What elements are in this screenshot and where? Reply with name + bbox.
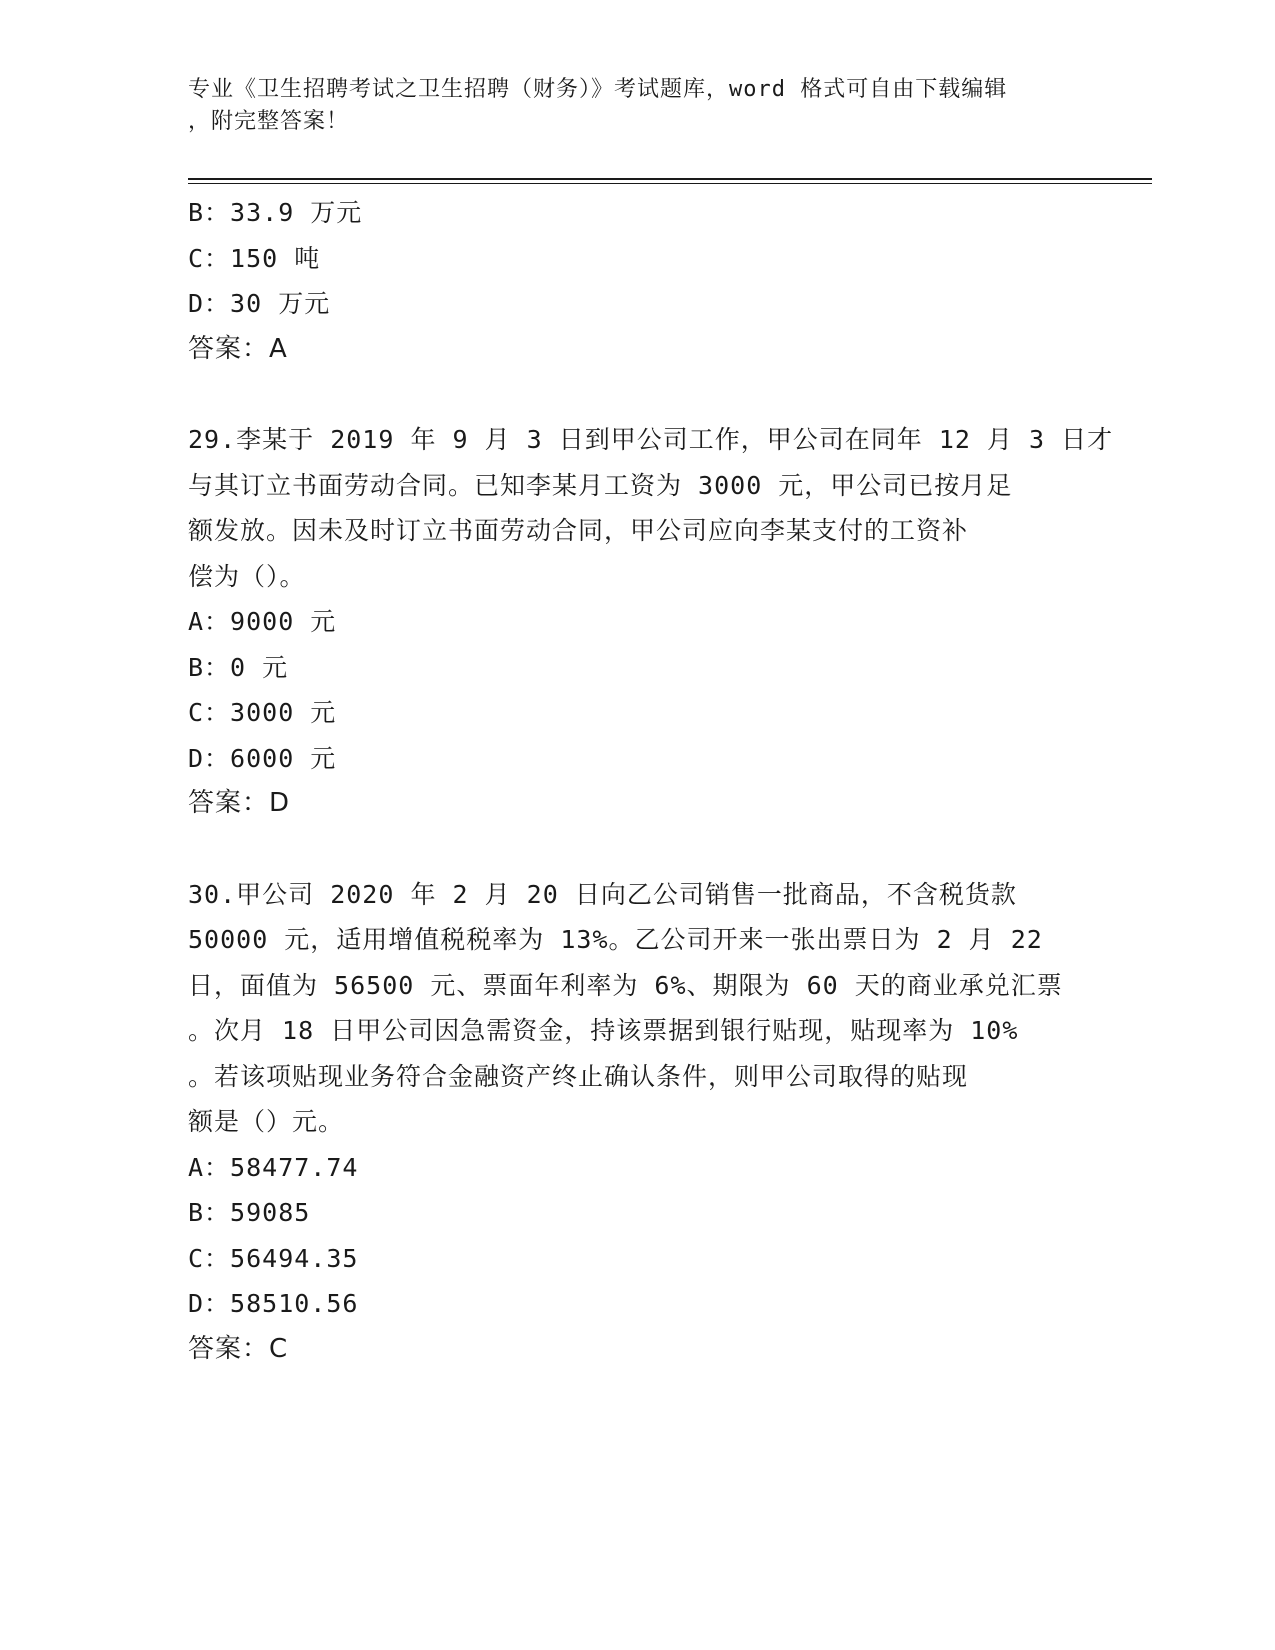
header-line-1: 专业《卫生招聘考试之卫生招聘（财务）》考试题库，word 格式可自由下载编辑 xyxy=(188,77,1008,102)
question-30 xyxy=(188,872,1088,1373)
header-divider-thin xyxy=(188,183,1152,184)
question-stem-line: 。次月 18 日甲公司因急需资金，持该票据到银行贴现，贴现率为 10% xyxy=(188,1016,1019,1045)
question-stem-line: 30.甲公司 2020 年 2 月 20 日向乙公司销售一批商品，不含税货款 xyxy=(188,879,1017,909)
question-29 xyxy=(188,417,1114,827)
question-stem-line: 29.李某于 2019 年 9 月 3 日到甲公司工作，甲公司在同年 12 月 3 日才 xyxy=(188,425,1114,454)
option-c: C：150 吨 xyxy=(188,243,321,273)
option-a: A：9000 元 xyxy=(188,607,337,636)
question-stem-line: 偿为（）。 xyxy=(188,561,306,591)
answer-line: 答案：D xyxy=(188,788,291,818)
option-d: D：6000 元 xyxy=(188,743,337,773)
question-stem-line: 与其订立书面劳动合同。已知李某月工资为 3000 元，甲公司已按月足 xyxy=(188,470,1013,500)
question-stem-line: 50000 元，适用增值税税率为 13%。乙公司开来一张出票日为 2 月 22 xyxy=(188,925,1043,954)
option-c: C：56494.35 xyxy=(188,1243,359,1273)
question-stem-line: 日，面值为 56500 元、票面年利率为 6%、期限为 60 天的商业承兑汇票 xyxy=(188,970,1063,1000)
answer-line: 答案：C xyxy=(188,1333,289,1364)
option-d: D：58510.56 xyxy=(188,1289,359,1318)
option-b: B：33.9 万元 xyxy=(188,198,363,227)
answer-line: 答案：A xyxy=(188,333,288,364)
prev-question xyxy=(188,190,1088,372)
page-header xyxy=(188,74,1068,138)
option-d: D：30 万元 xyxy=(188,289,331,318)
option-b: B：59085 xyxy=(188,1198,311,1227)
question-stem-line: 。若该项贴现业务符合金融资产终止确认条件，则甲公司取得的贴现 xyxy=(188,1061,969,1091)
header-divider xyxy=(188,178,1152,180)
document-body xyxy=(188,190,1114,1372)
spacer xyxy=(188,827,1088,872)
option-c: C：3000 元 xyxy=(188,698,337,727)
header-line-2: ，附完整答案！ xyxy=(188,109,350,134)
question-stem-line: 额是（）元。 xyxy=(188,1107,345,1136)
option-b: B：0 元 xyxy=(188,652,289,682)
option-a: A：58477.74 xyxy=(188,1152,359,1182)
spacer xyxy=(188,372,1088,417)
question-stem-line: 额发放。因未及时订立书面劳动合同，甲公司应向李某支付的工资补 xyxy=(188,516,969,545)
